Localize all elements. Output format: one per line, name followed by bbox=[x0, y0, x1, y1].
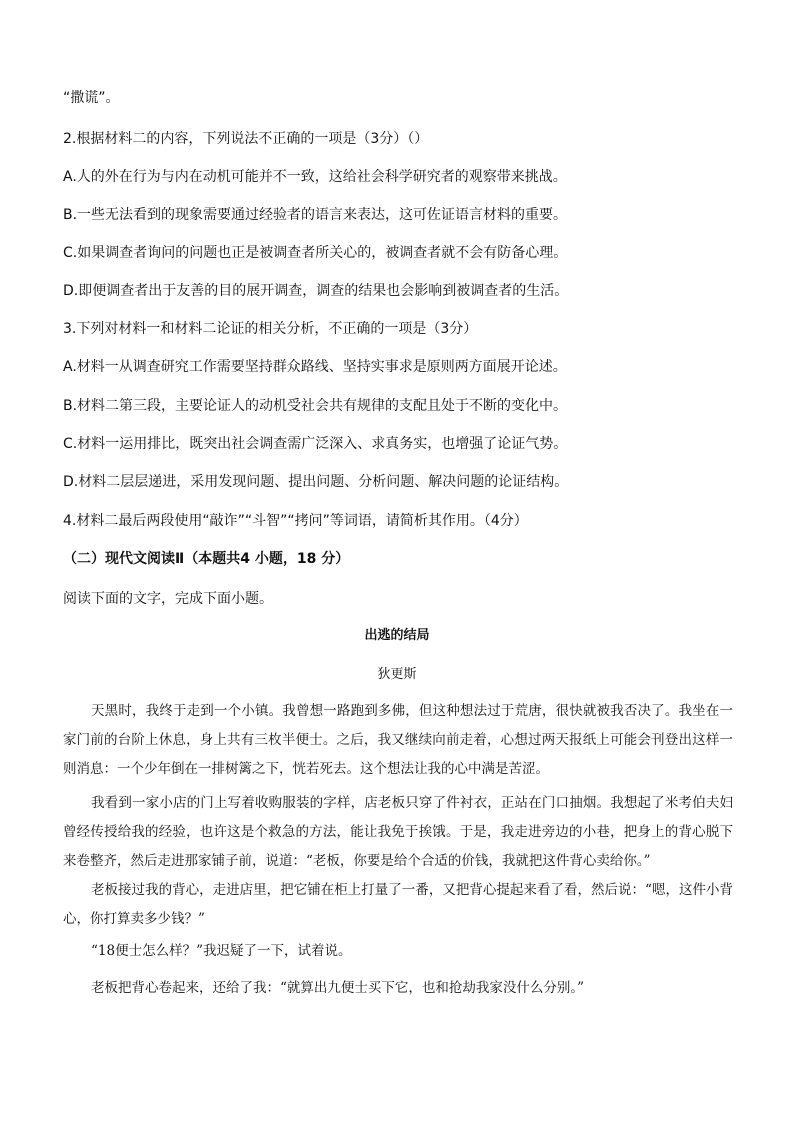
section-heading: （二）现代文阅读Ⅱ（本题共4 小题，18 分） bbox=[63, 551, 350, 567]
option-b: B.一些无法看到的现象需要通过经验者的语言来表达，这可佐证语言材料的重要。 bbox=[63, 207, 568, 223]
option-d: D.材料二层层递进，采用发现问题、提出问题、分析问题、解决问题的论证结构。 bbox=[63, 474, 569, 490]
question-4: 4.材料二最后两段使用“敲诈”“斗智”“拷问”等词语，请简析其作用。（4分） bbox=[63, 513, 528, 529]
question-2: 2.根据材料二的内容，下列说法不正确的一项是（3分）（） bbox=[63, 131, 429, 147]
option-b: B.材料二第三段，主要论证人的动机受社会共有规律的支配且处于不断的变化中。 bbox=[63, 398, 568, 414]
story-title: 出逃的结局 bbox=[364, 628, 430, 643]
instruction-text: 阅读下面的文字，完成下面小题。 bbox=[63, 591, 273, 607]
option-d: D.即便调查者出于友善的目的展开调查，调查的结果也会影响到被调查者的生活。 bbox=[63, 283, 569, 299]
text-line: “撒谎”。 bbox=[63, 90, 120, 106]
option-a: A.材料一从调查研究工作需要坚持群众路线、坚持实事求是原则两方面展开论述。 bbox=[63, 359, 567, 375]
option-c: C.材料一运用排比，既突出社会调查需广泛深入、求真务实，也增强了论证气势。 bbox=[63, 436, 568, 452]
story-paragraph: 天黑时，我终于走到一个小镇。我曾想一路跑到多佛，但这种想法过于荒唐，很快就被我否决了。我坐在一家门前的台阶上休息，身上共有三枚半便士。之后，我又继续向前走着，心想过两天报纸上可能会刊登出这样一则消息：一个少年倒在一排树篱之下，恍若死去。这个想法让我的心中满是苦涩。 bbox=[63, 703, 733, 777]
story-paragraph: 老板把背心卷起来，还给了我：“就算出九便士买下它，也和抢劫我家没什么分别。” bbox=[91, 980, 585, 996]
story-author: 狄更斯 bbox=[377, 667, 417, 682]
story-paragraph: 我看到一家小店的门上写着收购服装的字样，店老板只穿了件衬衣，正站在门口抽烟。我想起了米考伯夫妇曾经传授给我的经验，也许这是个救急的方法，能让我免于挨饿。于是，我走进旁边的小巷，把身上的背心脱下来卷整齐，然后走进那家铺子前，说道：“老板，你要是给个合适的价钱，我就把这件背心卖给你。” bbox=[63, 795, 733, 869]
story-paragraph: “18便士怎么样？”我迟疑了一下，试着说。 bbox=[91, 943, 352, 959]
question-3: 3.下列对材料一和材料二论证的相关分析，不正确的一项是（3分） bbox=[63, 321, 478, 337]
option-a: A.人的外在行为与内在动机可能并不一致，这给社会科学研究者的观察带来挑战。 bbox=[63, 169, 567, 185]
option-c: C.如果调查者询问的问题也正是被调查者所关心的，被调查者就不会有防备心理。 bbox=[63, 245, 568, 261]
story-paragraph: 老板接过我的背心，走进店里，把它铺在柜上打量了一番，又把背心提起来看了看，然后说：“嗯，这件小背心，你打算卖多少钱？” bbox=[63, 882, 733, 927]
